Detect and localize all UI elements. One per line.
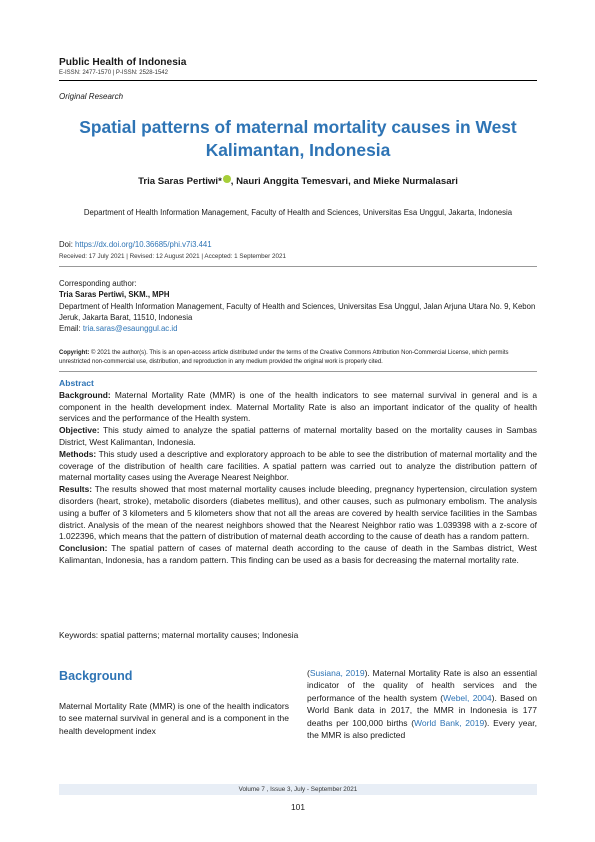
citation-link[interactable]: World Bank, 2019 — [414, 717, 485, 728]
abstract-results — [59, 484, 537, 543]
abstract-background — [59, 390, 537, 425]
body-paragraph: (Susiana, 2019). Maternal Mortality Rate is also an essential indicator of the quality of health services and the performance of the health system (Webel, 2004). Based on World Bank data in 2017, the MMR in Indonesia is 177 deaths per 100,000 births (World Bank, 2019). Every year, the MMR is also predicted — [307, 668, 537, 741]
journal-name: Public Health of Indonesia — [59, 57, 187, 68]
abstract-label: Conclusion: — [59, 543, 108, 554]
copyright-label: Copyright: — [59, 350, 90, 356]
author-first: Tria Saras Pertiwi — [138, 176, 219, 187]
citation-link[interactable]: Susiana, 2019 — [309, 668, 365, 678]
corresponding-name: Tria Saras Pertiwi, SKM., MPH — [59, 290, 170, 300]
background-heading: Background — [59, 669, 133, 683]
abstract-methods — [59, 449, 537, 484]
article-title: Spatial patterns of maternal mortality causes in West Kalimantan, Indonesia — [79, 117, 517, 160]
body-text: ). Maternal Mortality Rate is also an essential indicator of the quality of health services and the performance of the health system ( — [307, 668, 537, 703]
abstract-objective — [59, 425, 537, 449]
corresponding-mark: * — [218, 176, 222, 187]
corresponding-email — [59, 323, 537, 334]
doi-link[interactable]: https://dx.doi.org/10.36685/phi.v7i3.441 — [75, 240, 212, 249]
article-type: Original Research — [59, 92, 124, 101]
doi-line — [59, 240, 212, 249]
abstract-text: The results showed that most maternal mortality causes include bleeding, pregnancy hypertension, circulation system disorders (heart, stroke), metabolic disorders (diabetes mellitus), and other causes, such as pulmonary embolism. The analysis using a buffer of 3 kilometers and 5 kilometers show that not all the areas are covered by health service facilities in the Sambas district. Analysis of the mean of the nearest neighbors showed that the Nearest Neighbor ratio was 1.039398 with a z-score of 1.022396, which means that the pattern of distribution of maternal death according to the cause of death has a random pattern. — [59, 484, 537, 542]
body-paragraph: Maternal Mortality Rate (MMR) is one of the health indicators to see maternal survival in general and is a component in the health development index — [59, 701, 289, 736]
abstract-label: Methods: — [59, 448, 97, 459]
copyright-text: © 2021 the author(s). This is an open-access article distributed under the terms of the Creative Commons Attribution Non-Commercial License, which permits unrestricted non-commercial use, distribution, and reproduction in any medium provided the original work is properly cited. — [59, 350, 509, 365]
body-column-right — [307, 667, 537, 741]
issn-line: E-ISSN: 2477-1570 | P-ISSN: 2528-1542 — [59, 70, 168, 76]
corresponding-address: Department of Health Information Management, Faculty of Health and Sciences, Universitas Esa Unggul, Jalan Arjuna Utara No. 9, Kebon Jeruk, Jakarta Barat, 11510, Indonesia — [59, 301, 536, 322]
email-label: Email: — [59, 324, 83, 334]
keywords: Keywords: spatial patterns; maternal mortality causes; Indonesia — [59, 630, 299, 640]
section-divider — [59, 371, 537, 372]
abstract-text: The spatial pattern of cases of maternal death according to the cause of death in the Sambas district, West Kalimantan, Indonesia, has a random pattern. This finding can be used as a basis for decreasing the maternal mortality rate. — [59, 543, 537, 565]
abstract-label: Objective: — [59, 425, 100, 436]
page-number: 101 — [291, 802, 305, 812]
abstract-label: Results: — [59, 484, 93, 495]
body-text: ). Every year, the MMR is also predicted — [307, 717, 537, 741]
abstract-text: This study aimed to analyze the spatial patterns of maternal mortality based on the mortality causes in Sambas District, West Kalimantan, Indonesia. — [59, 425, 537, 447]
author-rest: , Nauri Anggita Temesvari, and Mieke Nurmalasari — [230, 176, 458, 187]
corresponding-author — [59, 278, 537, 334]
abstract-conclusion — [59, 543, 537, 567]
section-divider — [59, 266, 537, 267]
header-divider — [59, 80, 537, 81]
corresponding-heading: Corresponding author: — [59, 279, 137, 288]
author-list — [59, 175, 537, 187]
copyright-notice — [59, 349, 537, 366]
abstract — [59, 378, 537, 567]
abstract-text: Maternal Mortality Rate (MMR) is one of the health indicators to see maternal survival in general and is a component in the health development index. Maternal Mortality Rate is also an important indicator of the quality of health services and the performance of the Health system. — [59, 389, 537, 424]
article-dates: Received: 17 July 2021 | Revised: 12 August 2021 | Accepted: 1 September 2021 — [59, 253, 286, 260]
abstract-text: This study used a descriptive and exploratory approach to be able to see the distribution of maternal mortality and the coverage of the distribution of health care facilities. A spatial pattern was carried out to analyze the distribution pattern of maternal mortality cases using the Average Nearest Neighbor. — [59, 448, 537, 483]
citation-link[interactable]: Webel, 2004 — [443, 692, 492, 703]
affiliation: Department of Health Information Management, Faculty of Health and Sciences, Universitas Esa Unggul, Jakarta, Indonesia — [83, 208, 513, 217]
abstract-heading: Abstract — [59, 378, 94, 388]
footer-volume: Volume 7 , Issue 3, July - September 2021 — [59, 784, 537, 795]
body-text: ). Based on World Bank data in 2017, the MMR in Indonesia is 177 deaths per 100,000 births ( — [307, 692, 537, 728]
orcid-icon[interactable] — [223, 175, 231, 183]
body-column-left — [59, 700, 289, 737]
email-link[interactable]: tria.saras@esaunggul.ac.id — [82, 324, 178, 334]
doi-label: Doi: — [59, 240, 76, 249]
abstract-label: Background: — [59, 389, 111, 400]
